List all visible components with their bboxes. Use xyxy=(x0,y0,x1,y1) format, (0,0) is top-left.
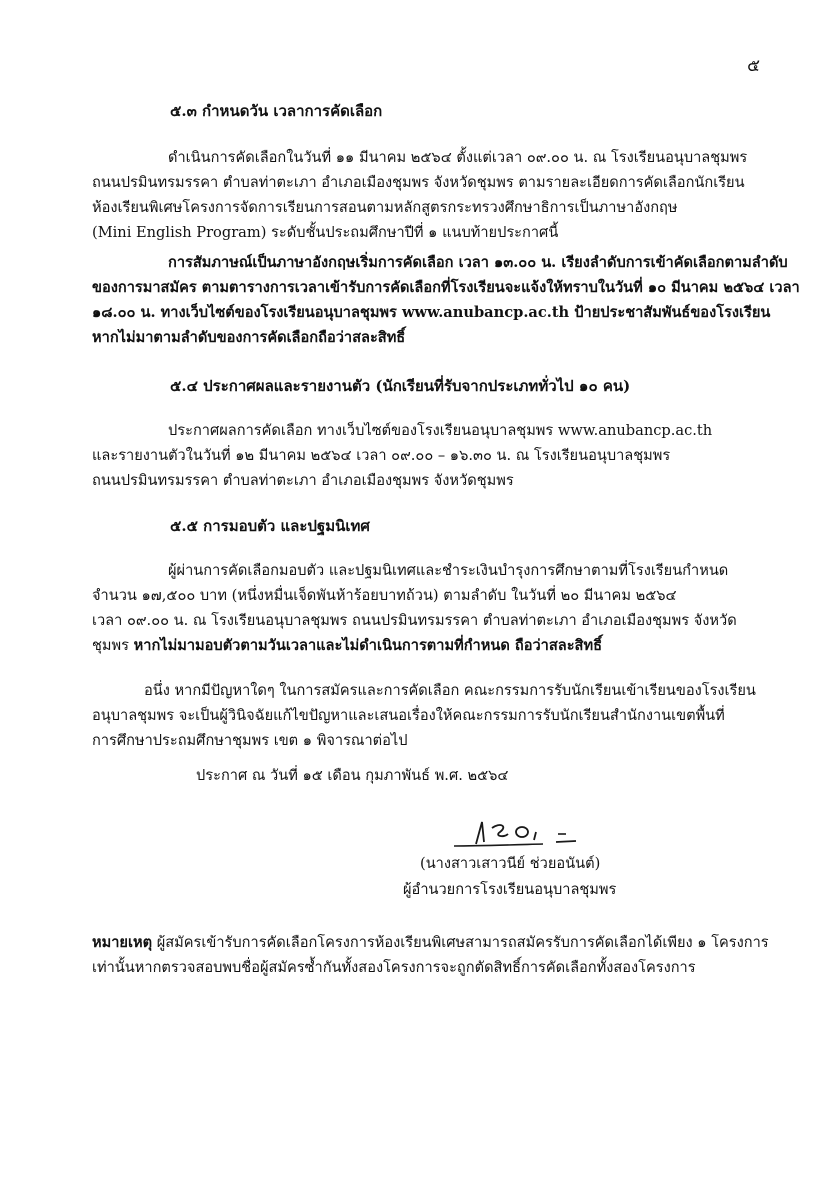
paragraph-text: ชุมพร xyxy=(92,637,134,654)
signatory-name: (นางสาวเสาวนีย์ ช่วยอนันต์) xyxy=(420,855,601,872)
paragraph-line: ของการมาสมัคร ตามตารางการเวลาเข้ารับการคัดเลือกที่โรงเรียนจะแจ้งให้ทราบในวันที่ ๑๐ มีนาคม ๒๕๖๔ เวลา xyxy=(92,279,800,296)
note xyxy=(92,930,769,980)
paragraph-line: จำนวน ๑๗,๕๐๐ บาท (หนึ่งหมื่นเจ็ดพันห้าร้อยบาทถ้วน) ตามลำดับ ในวันที่ ๒๐ มีนาคม ๒๕๖๔ xyxy=(92,587,677,604)
paragraph-line: การศึกษาประถมศึกษาชุมพร เขต ๑ พิจารณาต่อไป xyxy=(92,732,408,749)
paragraph-line: (Mini English Program) ระดับชั้นประถมศึกษาปีที่ ๑ แนบท้ายประกาศนี้ xyxy=(92,224,559,241)
section-5-3-paragraph-2 xyxy=(92,250,800,350)
paragraph-line: การสัมภาษณ์เป็นภาษาอังกฤษเริ่มการคัดเลือก เวลา ๑๓.๐๐ น. เรียงลำดับการเข้าคัดเลือกตามลำดับ xyxy=(168,254,788,271)
section-5-5-paragraph-1 xyxy=(92,558,762,658)
note-line xyxy=(92,930,769,955)
announcement-date: ประกาศ ณ วันที่ ๑๕ เดือน กุมภาพันธ์ พ.ศ. ๒๕๖๔ xyxy=(196,767,509,784)
section-5-3-heading: ๕.๓ กำหนดวัน เวลาการคัดเลือก xyxy=(170,102,383,120)
paragraph-line: ผู้ผ่านการคัดเลือกมอบตัว และปฐมนิเทศและชำระเงินบำรุงการศึกษาตามที่โรงเรียนกำหนด xyxy=(168,562,729,579)
paragraph-line: ประกาศผลการคัดเลือก ทางเว็บไซต์ของโรงเรียนอนุบาลชุมพร www.anubancp.ac.th xyxy=(168,422,713,439)
note-line: เท่านั้นหากตรวจสอบพบชื่อผู้สมัครซ้ำกันทั้งสองโครงการจะถูกตัดสิทธิ์การคัดเลือกทั้งสองโครงการ xyxy=(92,959,696,976)
section-5-5-heading: ๕.๕ การมอบตัว และปฐมนิเทศ xyxy=(170,517,370,535)
paragraph-line: ๑๘.๐๐ น. ทางเว็บไซต์ของโรงเรียนอนุบาลชุมพร www.anubancp.ac.th ป้ายประชาสัมพันธ์ของโรงเรียน xyxy=(92,304,771,321)
section-5-3-paragraph-1 xyxy=(92,145,762,245)
paragraph-line: หากไม่มาตามลำดับของการคัดเลือกถือว่าสละสิทธิ์ xyxy=(92,329,406,346)
forfeit-warning: หากไม่มามอบตัวตามวันเวลาและไม่ดำเนินการตามที่กำหนด ถือว่าสละสิทธิ์ xyxy=(133,637,602,654)
paragraph-line: อนึ่ง หากมีปัญหาใดๆ ในการสมัครและการคัดเลือก คณะกรรมการรับนักเรียนเข้าเรียนของโรงเรียน xyxy=(144,682,756,699)
signatory-title: ผู้อำนวยการโรงเรียนอนุบาลชุมพร xyxy=(403,881,617,898)
note-label: หมายเหตุ xyxy=(92,934,153,951)
section-5-4-heading: ๕.๔ ประกาศผลและรายงานตัว (นักเรียนที่รับจากประเภททั่วไป ๑๐ คน) xyxy=(170,377,631,395)
paragraph-line: และรายงานตัวในวันที่ ๑๒ มีนาคม ๒๕๖๔ เวลา ๐๙.๐๐ – ๑๖.๓๐ น. ณ โรงเรียนอนุบาลชุมพร xyxy=(92,447,671,464)
paragraph-line: อนุบาลชุมพร จะเป็นผู้วินิจฉัยแก้ไขปัญหาและเสนอเรื่องให้คณะกรรมการรับนักเรียนสำนักงานเขตพื้นที่ xyxy=(92,707,725,724)
paragraph-line: ห้องเรียนพิเศษโครงการจัดการเรียนการสอนตามหลักสูตรกระทรวงศึกษาธิการเป็นภาษาอังกฤษ xyxy=(92,199,678,216)
section-5-4-paragraph-1 xyxy=(92,418,762,493)
paragraph-line xyxy=(92,633,762,658)
page-number: ๕ xyxy=(747,56,760,76)
note-text: ผู้สมัครเข้ารับการคัดเลือกโครงการห้องเรียนพิเศษสามารถสมัครรับการคัดเลือกได้เพียง ๑ โครงการ xyxy=(152,934,769,951)
paragraph-line: ถนนปรมินทรมรรคา ตำบลท่าตะเภา อำเภอเมืองชุมพร จังหวัดชุมพร ตามรายละเอียดการคัดเลือกนักเรียน xyxy=(92,174,745,191)
closing-paragraph xyxy=(92,678,762,753)
paragraph-line: เวลา ๐๙.๐๐ น. ณ โรงเรียนอนุบาลชุมพร ถนนปรมินทรมรรคา ตำบลท่าตะเภา อำเภอเมืองชุมพร จังหวัด xyxy=(92,612,737,629)
paragraph-line: ถนนปรมินทรมรรคา ตำบลท่าตะเภา อำเภอเมืองชุมพร จังหวัดชุมพร xyxy=(92,472,514,489)
paragraph-line: ดำเนินการคัดเลือกในวันที่ ๑๑ มีนาคม ๒๕๖๔ ตั้งแต่เวลา ๐๙.๐๐ น. ณ โรงเรียนอนุบาลชุมพร xyxy=(168,149,748,166)
handwritten-signature xyxy=(448,814,598,854)
